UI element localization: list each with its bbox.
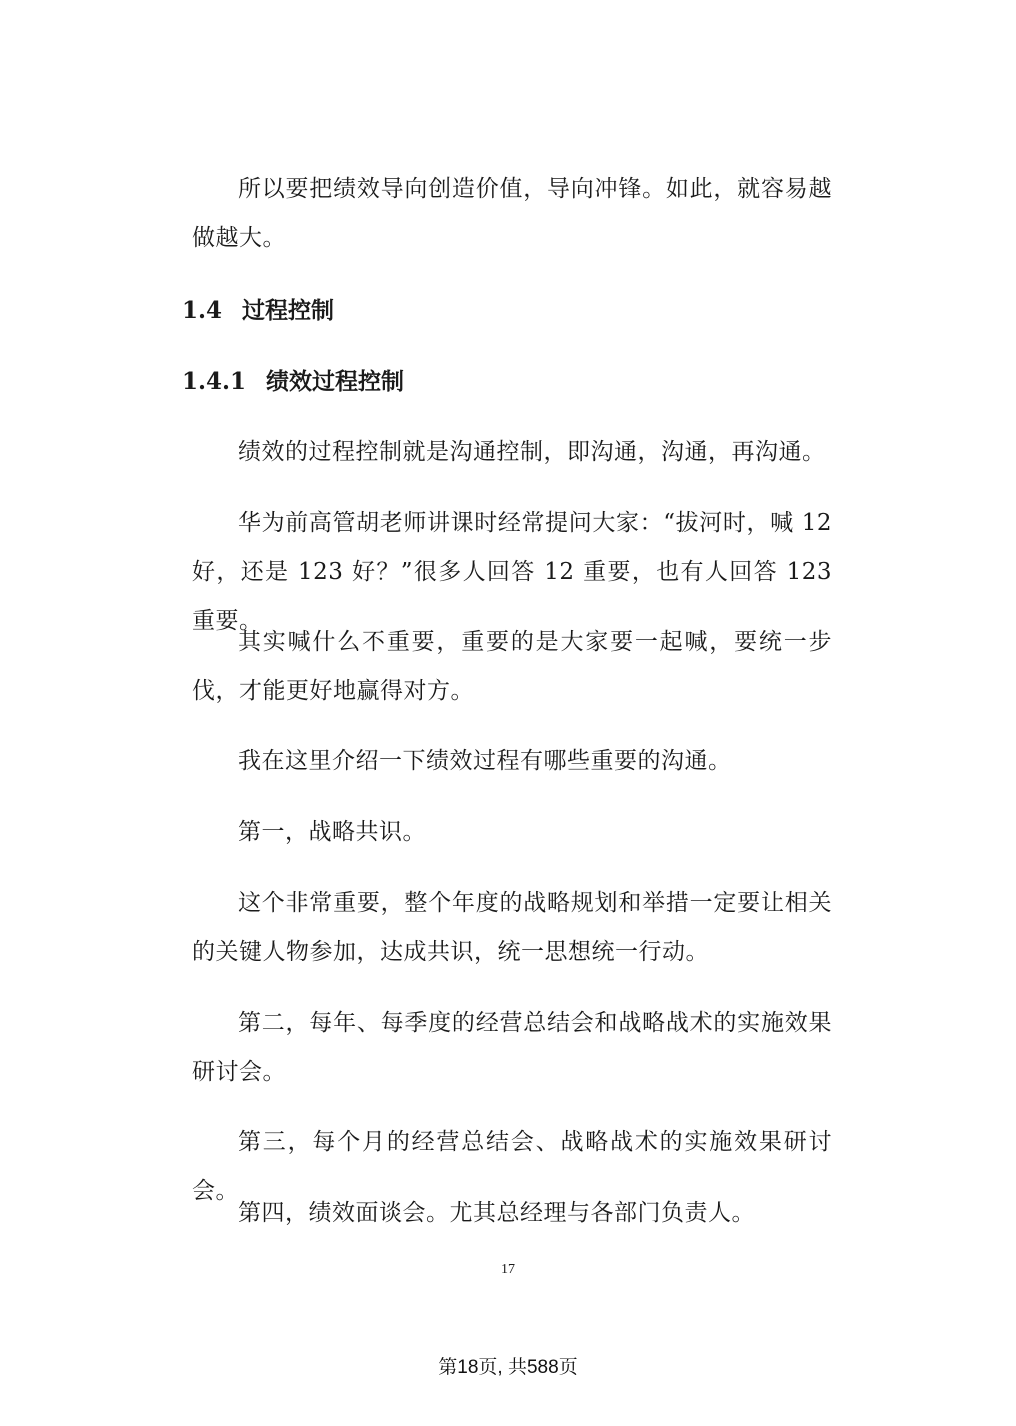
paragraph-communication-control: 绩效的过程控制就是沟通控制，即沟通，沟通，再沟通。 xyxy=(238,439,826,465)
section-title: 过程控制 xyxy=(242,298,334,324)
page-footer-indicator: 第18页, 共588页 xyxy=(438,1357,578,1378)
paragraph-unified-pace: 其实喊什么不重要，重要的是大家要一起喊，要统一步伐，才能更好地赢得对方。 xyxy=(192,629,832,704)
paragraph-strategy-consensus: 这个非常重要，整个年度的战略规划和举措一定要让相关的关键人物参加，达成共识，统一思想统一行动。 xyxy=(192,890,832,965)
section-number: 1.4 xyxy=(182,297,223,324)
subsection-number: 1.4.1 xyxy=(182,368,247,395)
subsection-heading xyxy=(182,367,404,397)
subsection-title: 绩效过程控制 xyxy=(266,369,404,395)
section-heading xyxy=(182,296,334,326)
paragraph-tug-of-war-question: 华为前高管胡老师讲课时经常提问大家：“拔河时，喊 12 好，还是 123 好？”很多人回答 12 重要，也有人回答 123 重要。 xyxy=(192,510,832,634)
paragraph-value-orientation: 所以要把绩效导向创造价值，导向冲锋。如此，就容易越做越大。 xyxy=(192,176,832,251)
paragraph-intro-communications: 我在这里介绍一下绩效过程有哪些重要的沟通。 xyxy=(238,748,732,774)
paragraph-first-item: 第一，战略共识。 xyxy=(238,819,426,845)
page-number: 17 xyxy=(501,1262,515,1277)
paragraph-third-item: 第三，每个月的经营总结会、战略战术的实施效果研讨会。 xyxy=(192,1129,832,1204)
paragraph-fourth-item: 第四，绩效面谈会。尤其总经理与各部门负责人。 xyxy=(238,1200,755,1226)
paragraph-second-item: 第二，每年、每季度的经营总结会和战略战术的实施效果研讨会。 xyxy=(192,1010,832,1085)
